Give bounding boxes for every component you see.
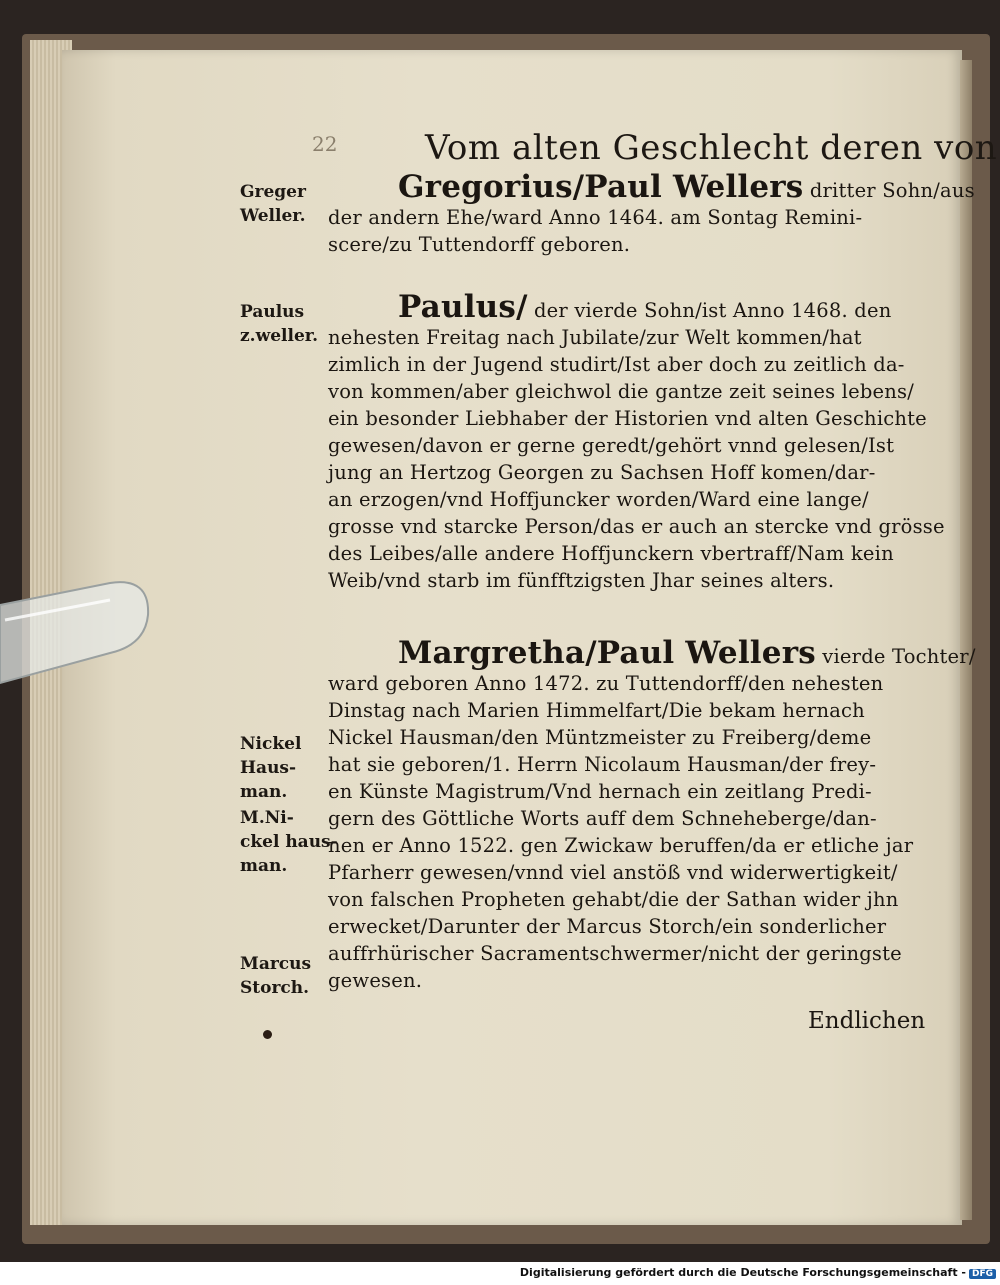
text-line: nehesten Freitag nach Jubilate/zur Welt kommen/hat <box>328 326 862 349</box>
text-line: gewesen/davon er gerne geredt/gehört vnnd gelesen/Ist <box>328 434 895 457</box>
paragraph-first-line <box>328 169 975 205</box>
text-line: Nickel Hausman/den Müntzmeister zu Freiberg/deme <box>328 726 872 749</box>
text-line: jung an Hertzog Georgen zu Sachsen Hoff komen/dar- <box>328 461 876 484</box>
text-line: der andern Ehe/ward Anno 1464. am Sontag Remini- <box>328 206 863 229</box>
text-line: der vierde Sohn/ist Anno 1468. den <box>527 299 892 322</box>
margin-note-line: Weller. <box>240 206 306 226</box>
person-name: Margretha/Paul Wellers <box>398 635 816 671</box>
margin-note-greger <box>240 180 328 228</box>
text-line: erwecket/Darunter der Marcus Storch/ein sonderlicher <box>328 915 887 938</box>
text-line: gern des Göttliche Worts auff dem Schneheberge/dan- <box>328 807 877 830</box>
margin-note-line: Greger <box>240 182 306 202</box>
text-line: ward geboren Anno 1472. zu Tuttendorff/den nehesten <box>328 672 884 695</box>
text-line: grosse vnd starcke Person/das er auch an stercke vnd grösse <box>328 515 945 538</box>
text-line: vierde Tochter/ <box>815 645 976 668</box>
person-name: Paulus/ <box>398 289 528 325</box>
margin-note-line: Nickel <box>240 734 302 754</box>
margin-note-line: man. <box>240 856 288 876</box>
margin-note-line: Haus- <box>240 758 297 778</box>
bookmark-clip-icon <box>0 575 150 695</box>
margin-note-line: Marcus <box>240 954 312 974</box>
text-line: ein besonder Liebhaber der Historien vnd alten Geschichte <box>328 407 927 430</box>
text-line: von kommen/aber gleichwol die gantze zeit seines lebens/ <box>328 380 915 403</box>
page-fold-edge <box>960 60 972 1220</box>
text-line: Weib/vnd starb im fünfftzigsten Jhar seines alters. <box>328 569 835 592</box>
text-line: en Künste Magistrum/Vnd hernach ein zeitlang Predi- <box>328 780 872 803</box>
ink-dot <box>263 1030 272 1039</box>
footer-text: Digitalisierung gefördert durch die Deutsche Forschungsgemeinschaft - <box>519 1266 966 1279</box>
paragraph-paulus <box>328 289 945 594</box>
text-line: hat sie geboren/1. Herrn Nicolaum Hausman/der frey- <box>328 753 877 776</box>
margin-note-line: ckel haus- <box>240 832 338 852</box>
text-line: zimlich in der Jugend studirt/Ist aber doch zu zeitlich da- <box>328 353 905 376</box>
margin-note-line: z.weller. <box>240 326 319 346</box>
footer-credit <box>520 1266 996 1279</box>
page-number: 22 <box>312 132 338 156</box>
text-line: Pfarherr gewesen/vnnd viel anstöß vnd widerwertigkeit/ <box>328 861 898 884</box>
catchword: Endlichen <box>808 1008 926 1034</box>
paragraph-gregorius <box>328 169 975 258</box>
margin-note-line: M.Ni- <box>240 808 294 828</box>
dfg-logo: DFG <box>969 1269 996 1279</box>
text-line: scere/zu Tuttendorff geboren. <box>328 233 631 256</box>
margin-note-mnickel <box>240 806 338 878</box>
text-line: Dinstag nach Marien Himmelfart/Die bekam hernach <box>328 699 865 722</box>
paragraph-margretha <box>328 635 976 994</box>
text-line: auffrhürischer Sacramentschwermer/nicht der geringste <box>328 942 902 965</box>
running-head: Vom alten Geschlecht deren von <box>425 128 998 168</box>
paragraph-first-line <box>328 635 976 671</box>
margin-note-marcus <box>240 952 328 1000</box>
text-line: des Leibes/alle andere Hoffjunckern vbertraff/Nam kein <box>328 542 894 565</box>
margin-note-line: man. <box>240 782 288 802</box>
text-line: an erzogen/vnd Hoffjuncker worden/Ward eine lange/ <box>328 488 869 511</box>
paragraph-first-line <box>328 289 928 325</box>
text-line: gewesen. <box>328 969 423 992</box>
text-line: nen er Anno 1522. gen Zwickaw beruffen/da er etliche jar <box>328 834 914 857</box>
margin-note-paulus <box>240 300 328 348</box>
text-line: dritter Sohn/aus <box>803 179 975 202</box>
person-name: Gregorius/Paul Wellers <box>398 169 804 205</box>
margin-note-line: Storch. <box>240 978 310 998</box>
text-line: von falschen Propheten gehabt/die der Sathan wider jhn <box>328 888 899 911</box>
margin-note-nickel <box>240 732 328 804</box>
margin-note-line: Paulus <box>240 302 305 322</box>
